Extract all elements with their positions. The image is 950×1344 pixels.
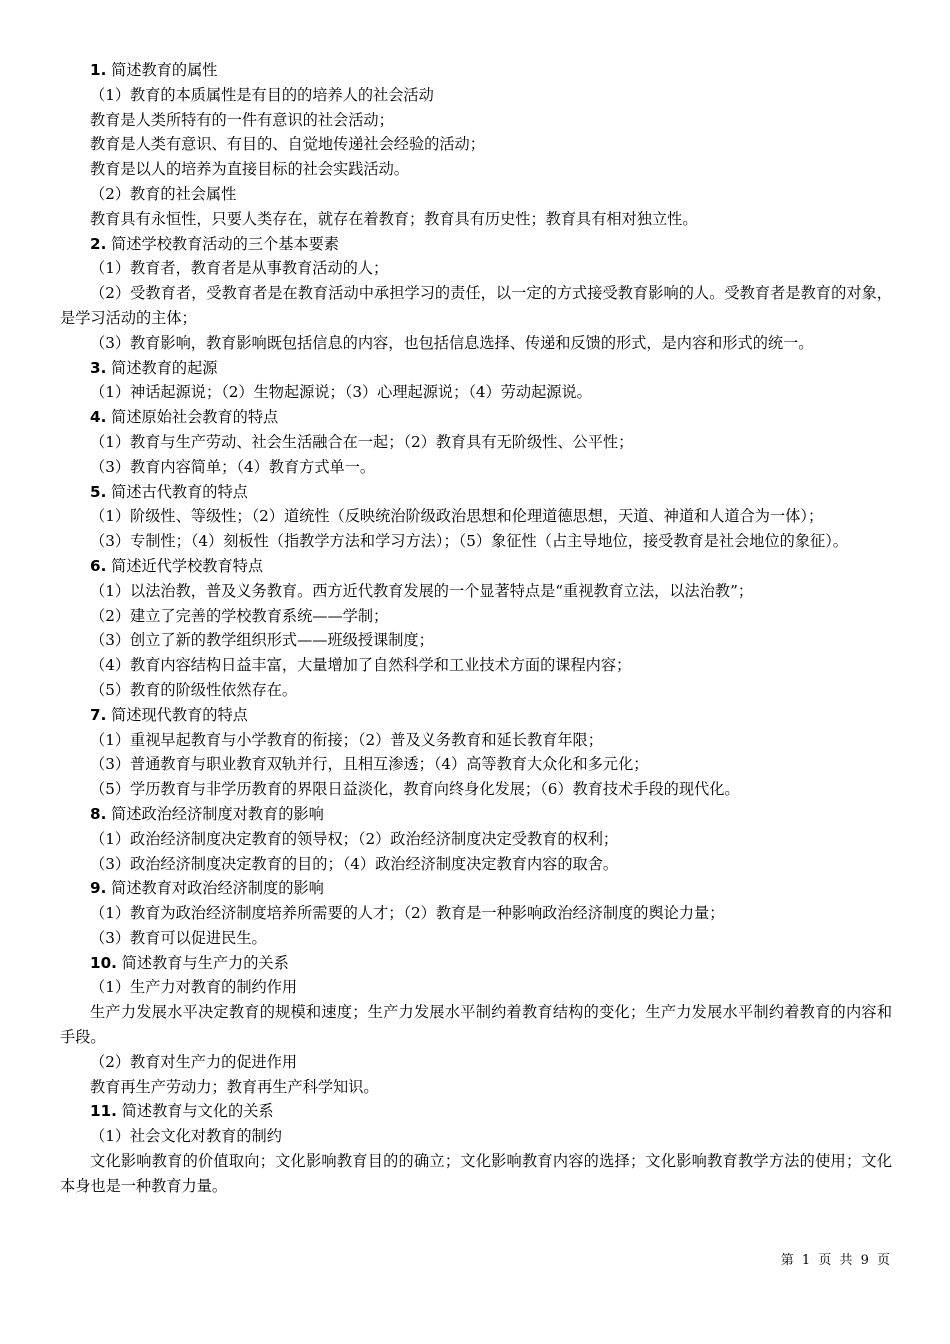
paragraph-line [60,207,892,232]
paragraph-line [60,604,892,629]
section-heading [60,951,892,976]
line-text: （1）以法治教，普及义务教育。西方近代教育发展的一个显著特点是“重视教育立法，以法治教”； [90,581,754,600]
section-heading [60,232,892,257]
line-text: （2）教育对生产力的促进作用 [90,1052,298,1071]
line-text: 教育是人类所特有的一件有意识的社会活动； [90,110,394,129]
document-body [60,58,892,1199]
line-text: 文化影响教育的价值取向；文化影响教育目的的确立；文化影响教育内容的选择；文化影响教育教学方法的使用；文化本身也是一种教育力量。 [60,1152,892,1195]
paragraph-line [60,777,892,802]
line-text: 教育具有永恒性，只要人类存在，就存在着教育；教育具有历史性；教育具有相对独立性。 [90,209,698,228]
paragraph-line [60,678,892,703]
line-text: 教育再生产劳动力；教育再生产科学知识。 [90,1077,379,1096]
paragraph-line [60,504,892,529]
section-number: 4. [90,408,107,427]
section-title: 简述学校教育活动的三个基本要素 [111,234,339,253]
line-text: （2）建立了完善的学校教育系统——学制； [90,606,389,625]
line-text: （3）教育可以促进民生。 [90,928,267,947]
section-heading [60,405,892,430]
paragraph-line [60,331,892,356]
section-heading [60,1099,892,1124]
section-number: 6. [90,556,107,575]
line-text: 教育是人类有意识、有目的、自觉地传递社会经验的活动； [90,135,485,154]
line-text: （2）教育的社会属性 [90,184,237,203]
line-text: （3）教育内容简单；（4）教育方式单一。 [90,457,376,476]
line-text: （1）阶级性、等级性；（2）道统性（反映统治阶级政治思想和伦理道德思想，天道、神道和人道合为一体）； [90,507,824,526]
paragraph-line [60,1000,892,1050]
paragraph-line [60,728,892,753]
paragraph-line [60,1075,892,1100]
paragraph-line [60,182,892,207]
section-title: 简述教育与生产力的关系 [121,953,289,972]
paragraph-line [60,975,892,1000]
section-heading [60,802,892,827]
section-number: 2. [90,234,107,253]
line-text: （1）教育的本质属性是有目的的培养人的社会活动 [90,85,434,104]
paragraph-line [60,132,892,157]
section-title: 简述教育对政治经济制度的影响 [111,879,324,898]
section-heading [60,876,892,901]
paragraph-line [60,455,892,480]
section-heading [60,356,892,381]
section-title: 简述教育的起源 [111,358,218,377]
section-title: 简述现代教育的特点 [111,705,248,724]
paragraph-line [60,157,892,182]
paragraph-line [60,430,892,455]
section-heading [60,554,892,579]
line-text: （3）普通教育与职业教育双轨并行，且相互渗透；（4）高等教育大众化和多元化； [90,755,649,774]
section-title: 简述政治经济制度对教育的影响 [111,804,324,823]
line-text: （1）神话起源说；（2）生物起源说；（3）心理起源说；（4）劳动起源说。 [90,383,592,402]
paragraph-line [60,752,892,777]
line-text: （1）教育为政治经济制度培养所需要的人才；（2）教育是一种影响政治经济制度的舆论力量； [90,904,725,923]
line-text: （1）社会文化对教育的制约 [90,1127,282,1146]
paragraph-line [60,926,892,951]
paragraph-line [60,1050,892,1075]
paragraph-line [60,281,892,331]
line-text: （2）受教育者，受教育者是在教育活动中承担学习的责任，以一定的方式接受教育影响的人。受教育者是教育的对象，是学习活动的主体； [60,284,892,327]
paragraph-line [60,1124,892,1149]
paragraph-line [60,579,892,604]
section-number: 8. [90,804,107,823]
section-number: 7. [90,705,107,724]
line-text: （5）教育的阶级性依然存在。 [90,680,298,699]
line-text: 生产力发展水平决定教育的规模和速度；生产力发展水平制约着教育结构的变化；生产力发展水平制约着教育的内容和手段。 [60,1003,892,1047]
line-text: （3）政治经济制度决定教育的目的；（4）政治经济制度决定教育内容的取舍。 [90,854,619,873]
line-text: （5）学历教育与非学历教育的界限日益淡化，教育向终身化发展；（6）教育技术手段的现代化。 [90,780,740,799]
section-title: 简述近代学校教育特点 [111,556,264,575]
section-title: 简述原始社会教育的特点 [111,408,279,427]
line-text: （1）教育与生产劳动、社会生活融合在一起；（2）教育具有无阶级性、公平性； [90,432,634,451]
section-number: 9. [90,879,107,898]
section-number: 3. [90,358,107,377]
paragraph-line [60,529,892,554]
paragraph-line [60,653,892,678]
paragraph-line [60,827,892,852]
section-heading [60,58,892,83]
line-text: （1）生产力对教育的制约作用 [90,978,298,997]
paragraph-line [60,256,892,281]
section-heading [60,703,892,728]
paragraph-line [60,1149,892,1199]
line-text: 教育是以人的培养为直接目标的社会实践活动。 [90,160,409,179]
line-text: （1）重视早起教育与小学教育的衔接；（2）普及义务教育和延长教育年限； [90,730,603,749]
line-text: （3）创立了新的教学组织形式——班级授课制度； [90,631,434,650]
section-heading [60,480,892,505]
paragraph-line [60,901,892,926]
line-text: （3）专制性；（4）刻板性（指教学方法和学习方法）；（5）象征性（占主导地位，接受教育是社会地位的象征）。 [90,532,848,551]
paragraph-line [60,108,892,133]
section-number: 11. [90,1102,117,1121]
page-number-footer: 第 1 页 共 9 页 [780,1253,892,1268]
paragraph-line [60,83,892,108]
line-text: （4）教育内容结构日益丰富，大量增加了自然科学和工业技术方面的课程内容； [90,656,632,675]
line-text: （1）教育者，教育者是从事教育活动的人； [90,259,389,278]
section-title: 简述教育与文化的关系 [121,1102,274,1121]
section-title: 简述教育的属性 [111,61,218,79]
paragraph-line [60,380,892,405]
line-text: （1）政治经济制度决定教育的领导权；（2）政治经济制度决定受教育的权利； [90,829,619,848]
paragraph-line [60,852,892,877]
line-text: （3）教育影响，教育影响既包括信息的内容，也包括信息选择、传递和反馈的形式，是内容和形式的统一。 [90,333,814,352]
section-number: 5. [90,482,107,501]
section-title: 简述古代教育的特点 [111,482,248,501]
section-number: 1. [90,61,107,79]
paragraph-line [60,628,892,653]
section-number: 10. [90,953,117,972]
